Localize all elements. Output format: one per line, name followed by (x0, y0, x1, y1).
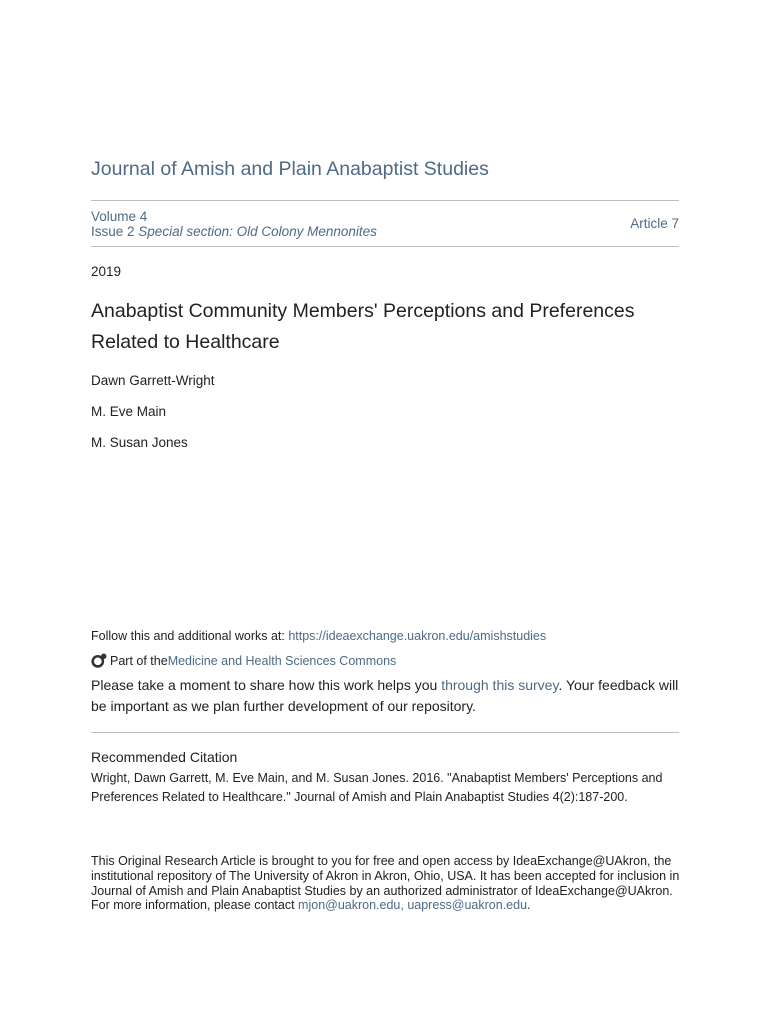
divider-bottom (91, 246, 679, 247)
citation-text: Wright, Dawn Garrett, M. Eve Main, and M. Susan Jones. 2016. "Anabaptist Members' Perceptions and Preferences Related to Healthcare." Journal of Amish and Plain Anabaptist Studies 4(2):187-200. (91, 771, 663, 804)
follow-line (91, 629, 546, 643)
survey-text-before: Please take a moment to share how this work helps you (91, 677, 442, 693)
issue-link[interactable] (91, 224, 377, 239)
issue-section: Special section: Old Colony Mennonites (138, 224, 377, 239)
contact-email-link[interactable]: mjon@uakron.edu, uapress@uakron.edu (298, 898, 528, 913)
publication-year: 2019 (91, 264, 122, 279)
journal-title-link[interactable]: Journal of Amish and Plain Anabaptist Studies (91, 158, 489, 180)
author-1: Dawn Garrett-Wright (91, 373, 215, 388)
issue-prefix: Issue 2 (91, 224, 135, 239)
part-of-line (91, 652, 396, 669)
volume-issue-block (91, 209, 377, 239)
survey-text-after: . Your feedback will be important as we plan further development of our repository. (91, 677, 679, 714)
divider-citation (91, 732, 679, 733)
article-title (91, 296, 679, 358)
footer-paragraph (91, 854, 681, 913)
part-of-prefix: Part of the (110, 653, 168, 668)
survey-paragraph (91, 675, 681, 717)
footer-end: . (527, 898, 531, 913)
article-title-line-1: Anabaptist Community Members' Perceptions and Preferences (91, 300, 635, 322)
follow-prefix: Follow this and additional works at: (91, 629, 289, 643)
article-number-link[interactable]: Article 7 (630, 216, 679, 231)
footer-text: This Original Research Article is brought to you for free and open access by IdeaExchange@UAkron, the institutional repository of The University of Akron in Akron, Ohio, USA. It has been accepted for inclusion in Journal of Amish and Plain Anabaptist Studies by an authorized administrator of IdeaExchange@UAkron. For more information, please contact (91, 854, 680, 913)
commons-link[interactable]: Medicine and Health Sciences Commons (167, 653, 397, 668)
article-title-line-2: Related to Healthcare (91, 331, 280, 353)
divider-top (91, 200, 679, 201)
survey-link[interactable]: through this survey (441, 677, 559, 693)
commons-icon (91, 652, 108, 669)
collection-url-link[interactable]: https://ideaexchange.uakron.edu/amishstudies (288, 629, 547, 643)
author-2: M. Eve Main (91, 404, 167, 419)
author-3: M. Susan Jones (91, 435, 188, 450)
volume-link[interactable]: Volume 4 (91, 209, 148, 224)
citation-heading: Recommended Citation (91, 749, 238, 765)
